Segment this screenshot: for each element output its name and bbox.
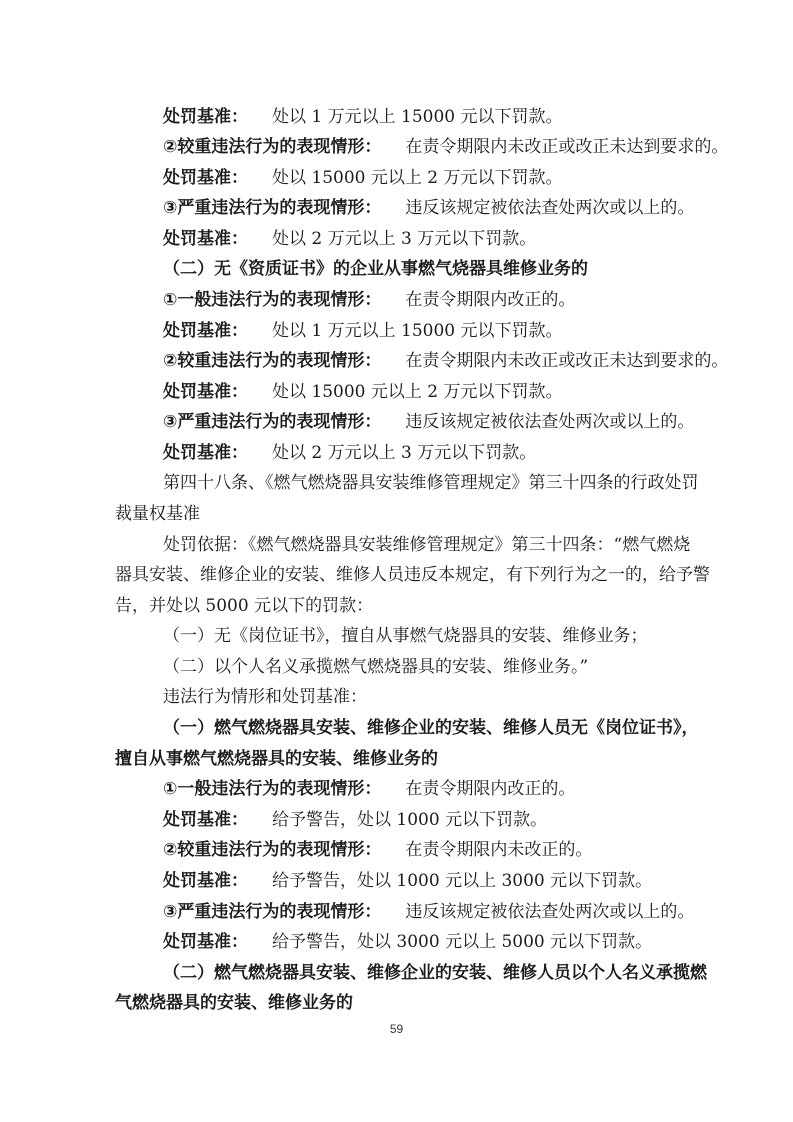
label: ②较重违法行为的表现情形： xyxy=(163,351,382,371)
penalty-line xyxy=(163,809,547,831)
situation-line xyxy=(163,839,592,861)
text: 违反该规定被依法查处两次或以上的。 xyxy=(405,412,695,432)
label: ③严重违法行为的表现情形： xyxy=(163,198,382,218)
label: ③严重违法行为的表现情形： xyxy=(163,412,382,432)
text: 处以 15000 元以上 2 万元以下罚款。 xyxy=(272,382,563,402)
situation-line xyxy=(163,901,694,923)
penalty-line xyxy=(163,228,536,250)
label: 处罚基准： xyxy=(163,321,248,341)
label: 处罚基准： xyxy=(163,229,248,249)
section-heading: （一）燃气燃烧器具安装、维修企业的安装、维修人员无《岗位证书》， xyxy=(163,718,699,738)
page-number: 59 xyxy=(389,1022,404,1036)
label: 处罚基准： xyxy=(163,107,248,127)
section-heading-continued: 擅自从事燃气燃烧器具的安装、维修业务的 xyxy=(115,749,438,769)
situation-line xyxy=(163,350,728,372)
label: ②较重违法行为的表现情形： xyxy=(163,840,382,860)
penalty-line xyxy=(163,870,652,892)
section-heading: （二）燃气燃烧器具安装、维修企业的安装、维修人员以个人名义承揽燃 xyxy=(163,963,707,983)
situation-line xyxy=(163,778,575,800)
basis-paragraph: 告，并处以 5000 元以下的罚款： xyxy=(115,596,374,616)
text: 在责令期限内未改正或改正未达到要求的。 xyxy=(405,351,729,371)
basis-item: （二）以个人名义承揽燃气燃烧器具的安装、维修业务。” xyxy=(163,657,589,677)
situation-line xyxy=(163,411,694,433)
penalty-line xyxy=(163,320,563,342)
situation-line xyxy=(163,136,728,158)
penalty-line xyxy=(163,442,536,464)
basis-paragraph: 器具安装、维修企业的安装、维修人员违反本规定，有下列行为之一的，给予警 xyxy=(115,565,710,585)
label: ②较重违法行为的表现情形： xyxy=(163,137,382,157)
text: 违反该规定被依法查处两次或以上的。 xyxy=(405,198,695,218)
penalty-line xyxy=(163,106,563,128)
section-heading-continued: 气燃烧器具的安装、维修业务的 xyxy=(115,993,353,1013)
basis-paragraph: 处罚依据：《燃气燃烧器具安装维修管理规定》第三十四条：“燃气燃烧 xyxy=(163,535,691,555)
article-title: 第四十八条、《燃气燃烧器具安装维修管理规定》第三十四条的行政处罚 xyxy=(163,473,699,493)
label: ①一般违法行为的表现情形： xyxy=(163,290,382,310)
article-title-continued: 裁量权基准 xyxy=(115,504,200,524)
text: 给予警告，处以 1000 元以下罚款。 xyxy=(272,810,548,830)
situation-line xyxy=(163,289,575,311)
text: 处以 15000 元以上 2 万元以下罚款。 xyxy=(272,168,563,188)
text: 违反该规定被依法查处两次或以上的。 xyxy=(405,902,695,922)
text: 处以 1 万元以上 15000 元以下罚款。 xyxy=(272,107,563,127)
penalty-line xyxy=(163,931,652,953)
text: 在责令期限内改正的。 xyxy=(405,290,576,310)
standards-intro: 违法行为情形和处罚基准： xyxy=(163,687,367,707)
text: 在责令期限内未改正的。 xyxy=(405,840,593,860)
label: 处罚基准： xyxy=(163,871,248,891)
label: 处罚基准： xyxy=(163,168,248,188)
label: 处罚基准： xyxy=(163,932,248,952)
label: ③严重违法行为的表现情形： xyxy=(163,902,382,922)
text: 处以 2 万元以上 3 万元以下罚款。 xyxy=(272,229,537,249)
text: 处以 1 万元以上 15000 元以下罚款。 xyxy=(272,321,563,341)
label: 处罚基准： xyxy=(163,443,248,463)
label: 处罚基准： xyxy=(163,382,248,402)
situation-line xyxy=(163,197,694,219)
text: 处以 2 万元以上 3 万元以下罚款。 xyxy=(272,443,537,463)
section-heading: （二）无《资质证书》的企业从事燃气烧器具维修业务的 xyxy=(163,259,588,279)
text: 给予警告，处以 3000 元以上 5000 元以下罚款。 xyxy=(272,932,653,952)
text: 在责令期限内改正的。 xyxy=(405,779,576,799)
label: ①一般违法行为的表现情形： xyxy=(163,779,382,799)
penalty-line xyxy=(163,167,563,189)
label: 处罚基准： xyxy=(163,810,248,830)
text: 给予警告，处以 1000 元以上 3000 元以下罚款。 xyxy=(272,871,653,891)
text: 在责令期限内未改正或改正未达到要求的。 xyxy=(405,137,729,157)
basis-item: （一）无《岗位证书》，擅自从事燃气烧器具的安装、维修业务； xyxy=(163,626,648,646)
penalty-line xyxy=(163,381,563,403)
